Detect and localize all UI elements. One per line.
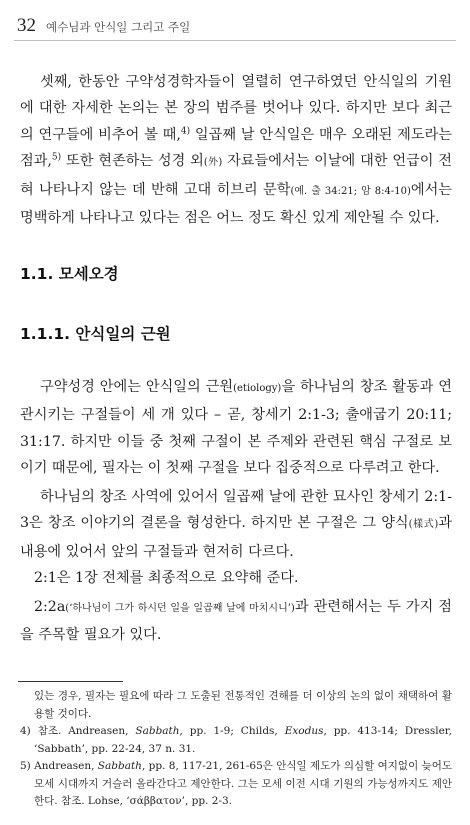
header-divider <box>14 40 456 41</box>
footnote-number: 4) <box>20 725 31 737</box>
footnote-continuation: 있는 경우, 필자는 필요에 따라 그 도출된 전통적인 견해를 더 이상의 논의 없이 채택하여 활용할 것이다. <box>34 690 452 720</box>
footnote-ref-4[interactable]: 4) <box>180 126 191 137</box>
paragraph-text: 하나님의 창조 사역에 있어서 일곱째 날에 관한 묘사인 창세기 2:1-3은 창조 이야기의 결론을 형성한다. 하지만 본 구절은 그 양식 <box>20 489 452 532</box>
page-number: 32 <box>17 15 36 36</box>
footnote-text: 참조. Andreasen, <box>37 725 136 737</box>
footnote-ref-5[interactable]: 5) <box>51 152 62 163</box>
paragraph-text: 또한 현존하는 성경 외 <box>61 153 204 170</box>
book-title: Sabbath <box>97 760 142 772</box>
section-heading: 1.1. 모세오경 <box>20 265 119 283</box>
scripture-reference: (예. 출 34:21; 암 8:4-10) <box>290 185 411 197</box>
book-title: Sabbath <box>135 725 180 737</box>
body-paragraph-3 <box>20 484 452 565</box>
hanja-note: (外) <box>203 157 223 169</box>
paragraph-text: 과 내용에 있어서 앞의 구절들과 현저히 다르다. <box>20 515 452 560</box>
paragraph-text: 을 하나님의 창조 활동과 연관시키는 구절들이 세 개 있다 – 곧, 창세기 2:1-3; 출애굽기 20:11; 31:17. 하지만 이들 중 첫째 구절이 본 주제와 관련된 핵심 구절로 보이기 때문에, 필자는 이 첫째 구절을 보다 집중적으로 다루려고 한다. <box>20 379 453 477</box>
footnote-text: , pp. 2-3. <box>184 795 232 807</box>
footnote-text: , pp. 8, 117-21, 261-65은 안식일 제도가 의심할 여지없이 늦어도 모세 시대까지 거슬러 올라간다고 제안한다. 그는 모세 이전 시대 기원의 가능성까지도 제안한다. 참조. Lohse, <box>34 760 453 807</box>
paragraph-text: 과 관련해서는 두 가지 점을 주목할 필요가 있다. <box>20 599 453 644</box>
subsection-heading: 1.1.1. 안식일의 근원 <box>20 325 171 343</box>
book-title: Exodus <box>284 725 324 737</box>
footnotes <box>20 688 452 811</box>
body-paragraph-4: 2:1은 1장 전체를 최종적으로 요약해 준다. <box>34 570 299 586</box>
body-paragraph-5 <box>20 594 452 649</box>
hanja-note: (樣式) <box>408 519 439 531</box>
running-header-title: 예수님과 안식일 그리고 주일 <box>46 20 191 34</box>
paragraph-text: 구약성경 안에는 안식일의 근원 <box>40 379 234 395</box>
paragraph-text: 일곱째 날 안식일은 매우 오래된 제도라는 점과, <box>20 126 452 170</box>
paragraph-text: 셋째, 한동안 구약성경학자들이 열렬히 연구하였던 안식일의 기원에 대한 자세한 논의는 본 장의 범주를 벗어나 있다. 하지만 보다 최근의 연구들에 비추어 볼 때, <box>20 74 452 143</box>
footnote-divider <box>18 681 123 682</box>
greek-term: ‘σάββατον’ <box>126 795 185 807</box>
paragraph-text: 에서는 명백하게 나타나고 있다는 점은 어느 정도 확신 있게 제안될 수 있다. <box>20 181 453 227</box>
footnote-text: , pp. 1-9; Childs, <box>179 725 285 737</box>
footnote-5 <box>20 758 452 811</box>
paragraph-text: 2:2a <box>34 599 66 615</box>
footnote-number: 5) <box>20 760 31 772</box>
footnote-4 <box>20 723 452 758</box>
footnote-text: , pp. 413-14; Dressler, ‘Sabbath’, pp. 22-24, 37 n. 31. <box>34 725 452 755</box>
body-paragraph-2 <box>20 374 452 482</box>
footnote-text: Andreasen, <box>34 760 98 772</box>
quotation-note: (‘하나님이 그가 하시던 일을 일곱째 날에 마치시니’) <box>65 603 295 614</box>
body-paragraph-1 <box>20 69 452 231</box>
running-header <box>17 15 190 37</box>
paragraph-text: 자료들에서는 이날에 대한 언급이 전혀 나타나지 않는 데 반해 고대 히브리 문학 <box>20 153 452 198</box>
term-note: (etiology) <box>233 383 282 394</box>
